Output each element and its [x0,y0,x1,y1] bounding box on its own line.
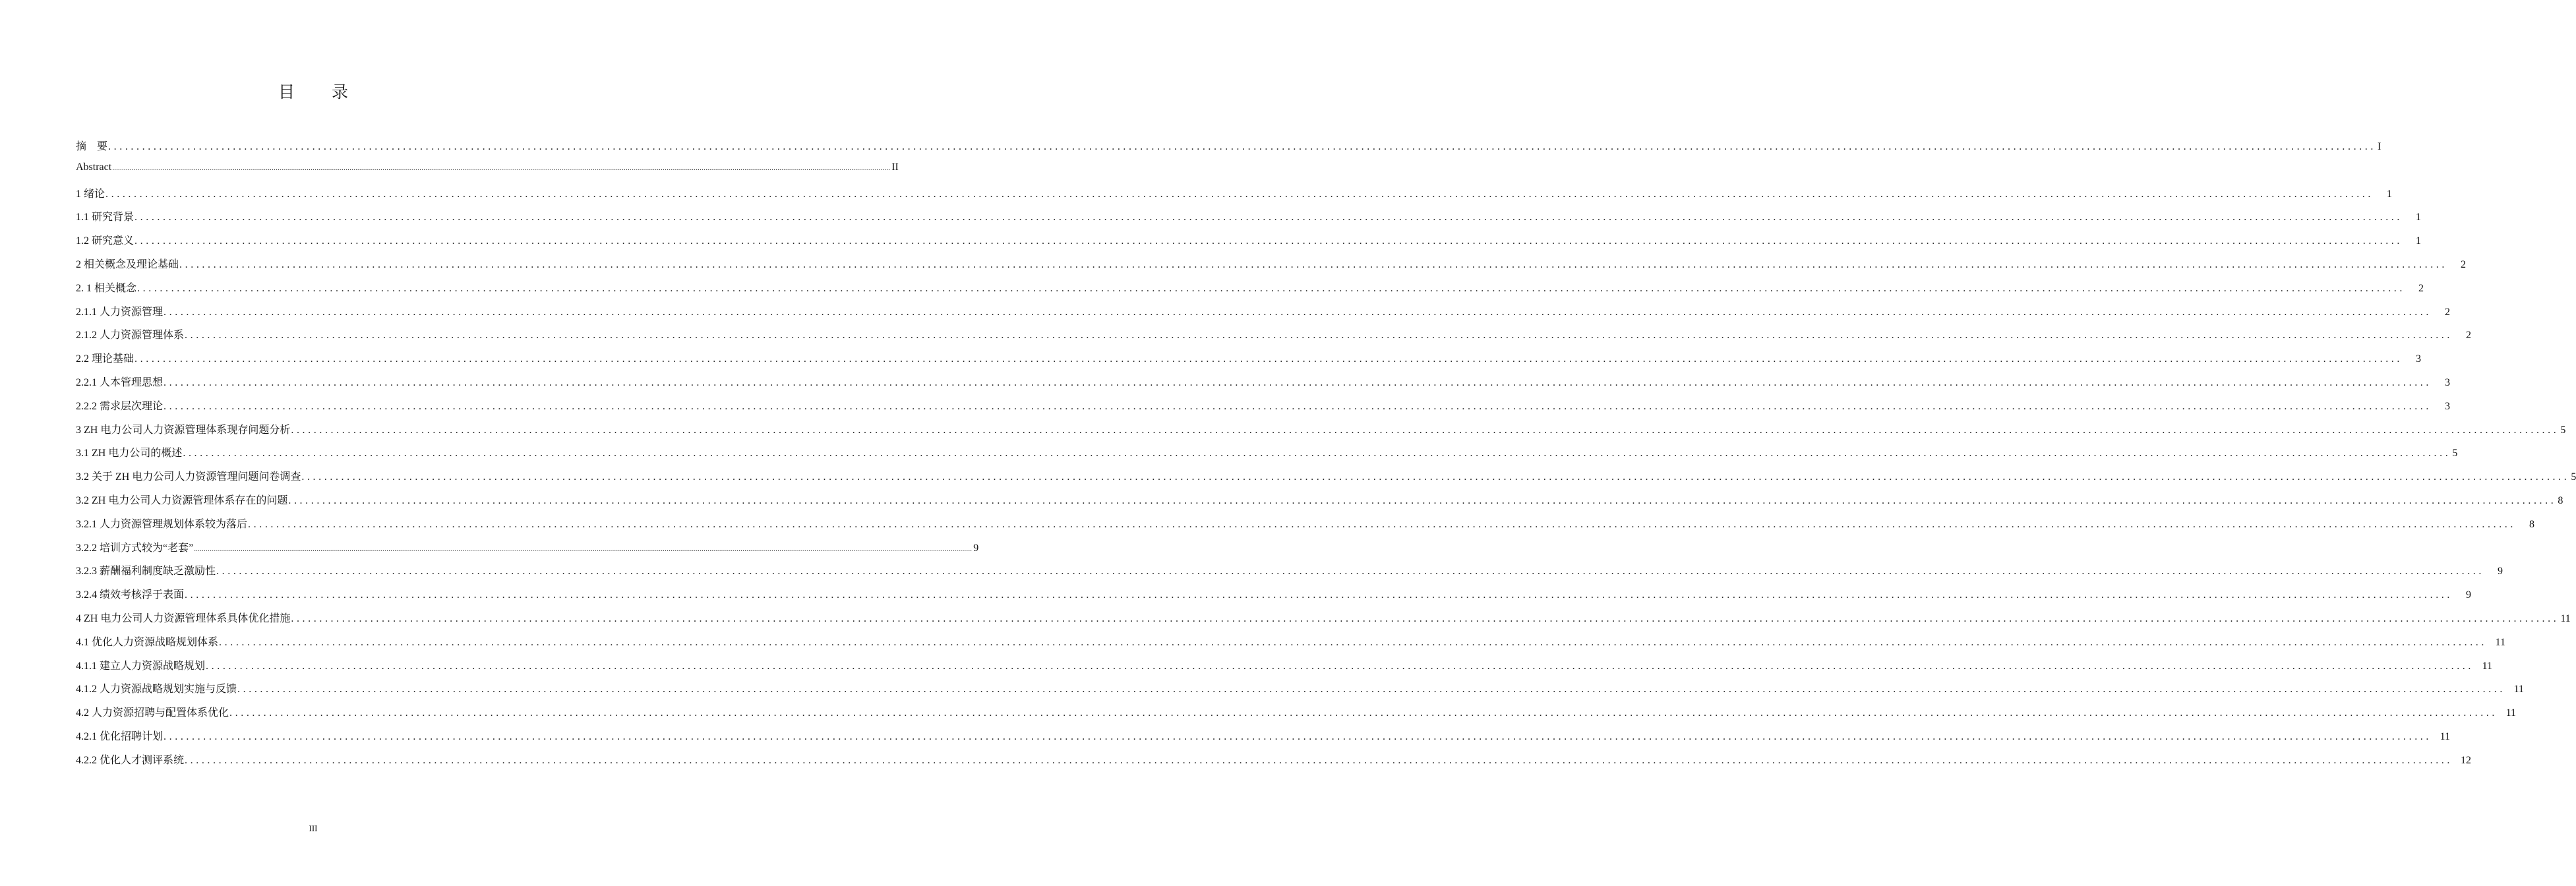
toc-entry[interactable] [76,680,2525,704]
toc-entry[interactable] [76,138,2381,162]
toc-dot-leader: ................................................................................................................................................................................................................................................................................................................................................................................................................ [237,684,2506,695]
toc-entry-page: 3 [2445,376,2451,388]
toc-entry-title: 3.2 关于 ZH 电力公司人力资源管理问题问卷调查 [76,471,301,483]
toc-entry-page: 2 [2461,258,2467,270]
toc-entry[interactable] [76,539,979,563]
toc-entry[interactable] [76,562,2503,586]
toc-entry-title: 4.1.2 人力资源战略规划实施与反馈 [76,684,237,695]
toc-dot-leader: ................................................................................................................................................................................................................................................................................................................................................................................................................ [185,754,2453,766]
toc-entry-page: 11 [2560,612,2571,624]
toc-entry-title: 3.1 ZH 电力公司的概述 [76,448,183,459]
toc-entry[interactable] [76,634,2506,657]
toc-dot-leader: ................................................................................................................................................................................................................................................................................................................................................................................................................ [183,448,2451,459]
toc-dot-leader: ................................................................................................................................................................................................................................................................................................................................................................................................................ [164,730,2432,742]
toc-entry[interactable] [76,256,2467,280]
toc-entry-title: 4 ZH 电力公司人力资源管理体系具体优化措施 [76,612,291,624]
toc-entry-page: 5 [2452,448,2458,459]
toc-entry-title: 3.2 ZH 电力公司人力资源管理体系存在的问题 [76,494,288,506]
toc-entry-title: 2.1.1 人力资源管理 [76,306,164,318]
toc-entry-title: 4.2.1 优化招聘计划 [76,730,164,742]
toc-entry-page: 1 [2416,235,2422,247]
toc-dot-leader: ................................................................................................................................................................................................................................................................................................................................................................................................................ [108,141,2377,152]
toc-entry-page: 8 [2558,494,2563,506]
toc-entry-page: 12 [2461,754,2472,766]
toc-entry[interactable] [76,610,2571,634]
toc-dot-leader: ................................................................................................................................................................................................................................................................................................................................................................................................................ [216,566,2485,577]
toc-entry-page: 9 [2498,566,2503,577]
toc-entry-page: 9 [2466,589,2472,601]
toc-entry-page: 2 [2445,306,2451,318]
toc-dot-leader: ................................................................................................................................................................................................................................................................................................................................................................................................................ [206,660,2474,672]
toc-dot-leader: ................................................................................................................................................................................................................................................................................................................................................................................................................ [248,518,2517,530]
toc-entry-title: 3.2.3 薪酬福利制度缺乏激励性 [76,566,216,577]
toc-dot-leader: ................................................................................................................................................................................................................................................................................................................................................................................................................ [219,636,2488,648]
toc-entry[interactable] [76,350,2422,374]
toc-entry[interactable] [76,492,2563,516]
toc-entry-title: 1.2 研究意义 [76,235,135,247]
toc-dot-leader: ................................................................................................................................................................................................................................................................................................................................................................................................................ [135,235,2403,247]
toc-entry[interactable] [76,326,2472,350]
toc-entry[interactable] [76,161,899,185]
toc-entry[interactable] [76,421,2566,445]
toc-entry[interactable] [76,752,2472,775]
toc-dot-leader: ................................................................................................................................................................................................................................................................................................................................................................................................................ [288,494,2557,506]
toc-entry-title: 1 绪论 [76,188,105,200]
toc-entry[interactable] [76,657,2493,681]
toc-entry[interactable] [76,232,2422,256]
toc-entry-page: 11 [2482,660,2493,672]
toc-dot-leader: ................................................................................................................................................................................................................................................................................................................................................................................................................ [291,424,2560,436]
toc-dot-leader: ................................................................................................................................................................................................................................................................................................................................................................................................................ [301,471,2570,483]
toc-dot-leader: ................................................................................................................................................................................................................................................................................................................................................................................................................ [194,545,973,553]
toc-entry-title: 2.2 理论基础 [76,353,135,365]
toc-entry-title: 2.2.2 需求层次理论 [76,400,164,412]
toc-entry[interactable] [76,516,2535,539]
toc-entry[interactable] [76,303,2451,327]
toc-entry-title: 3 ZH 电力公司人力资源管理体系现存问题分析 [76,424,291,436]
toc-entry-page: 11 [2495,636,2506,648]
toc-entry[interactable] [76,704,2517,728]
toc-dot-leader: ................................................................................................................................................................................................................................................................................................................................................................................................................ [135,212,2403,223]
toc-entry-page: 11 [2513,684,2525,695]
toc-entry-title: 4.1.1 建立人力资源战略规划 [76,660,206,672]
toc-entry-page: 5 [2571,471,2576,483]
toc-entry-page: 9 [973,542,979,554]
toc-entry[interactable] [76,444,2458,468]
toc-dot-leader: ................................................................................................................................................................................................................................................................................................................................................................................................................ [135,353,2403,365]
toc-entry-title: 3.2.2 培训方式较为“老套” [76,542,194,554]
toc-entry-title: 3.2.1 人力资源管理规划体系较为落后 [76,518,248,530]
toc-entry-page: I [2378,141,2381,152]
toc-entry[interactable] [76,374,2451,398]
toc-entry-page: 1 [2416,212,2422,223]
toc-entry-page: II [891,161,899,173]
toc-entry-page: 5 [2560,424,2566,436]
toc-entry-title: 摘 要 [76,141,108,152]
page-title: 目 录 [278,82,364,102]
toc-entry[interactable] [76,208,2422,232]
toc-entry[interactable] [76,280,2424,303]
toc-dot-leader: ................................................................................................................................................................................................................................................................................................................................................................................................................ [291,612,2560,624]
toc-entry-page: 3 [2416,353,2422,365]
toc-dot-leader: ................................................................................................................................................................................................................................................................................................................................................................................................................ [185,330,2453,341]
toc-entry-title: 2. 1 相关概念 [76,282,137,294]
toc-entry-page: 11 [2440,730,2451,742]
toc-dot-leader: ................................................................................................................................................................................................................................................................................................................................................................................................................ [112,163,891,172]
toc-dot-leader: ................................................................................................................................................................................................................................................................................................................................................................................................................ [179,258,2448,270]
toc-dot-leader: ................................................................................................................................................................................................................................................................................................................................................................................................................ [229,707,2498,719]
toc-entry[interactable] [76,468,2576,492]
toc-entry-page: 11 [2505,707,2517,719]
toc-entry-title: 2.1.2 人力资源管理体系 [76,330,185,341]
toc-entry-page: 8 [2529,518,2535,530]
page-number: III [309,823,318,833]
toc-entry[interactable] [76,398,2451,421]
toc-entry-title: 1.1 研究背景 [76,212,135,223]
toc-entry-page: 2 [2466,330,2472,341]
toc-entry-page: 2 [2418,282,2424,294]
toc-dot-leader: ................................................................................................................................................................................................................................................................................................................................................................................................................ [164,376,2432,388]
toc-entry-title: Abstract [76,161,112,173]
toc-entry-title: 3.2.4 绩效考核浮于表面 [76,589,185,601]
toc-dot-leader: ................................................................................................................................................................................................................................................................................................................................................................................................................ [185,589,2453,601]
toc-dot-leader: ................................................................................................................................................................................................................................................................................................................................................................................................................ [105,188,2374,200]
toc-entry-page: 1 [2387,188,2393,200]
toc-entry-title: 4.2 人力资源招聘与配置体系优化 [76,707,229,719]
toc-entry[interactable] [76,728,2451,752]
toc-dot-leader: ................................................................................................................................................................................................................................................................................................................................................................................................................ [137,282,2406,294]
toc-entry-title: 4.2.2 优化人才测评系统 [76,754,185,766]
table-of-contents [76,138,2576,775]
toc-dot-leader: ................................................................................................................................................................................................................................................................................................................................................................................................................ [164,400,2432,412]
toc-dot-leader: ................................................................................................................................................................................................................................................................................................................................................................................................................ [164,306,2432,318]
toc-entry[interactable] [76,185,2393,209]
toc-entry-title: 4.1 优化人力资源战略规划体系 [76,636,219,648]
toc-entry[interactable] [76,586,2472,610]
toc-entry-title: 2.2.1 人本管理思想 [76,376,164,388]
toc-entry-title: 2 相关概念及理论基础 [76,258,179,270]
toc-entry-page: 3 [2445,400,2451,412]
